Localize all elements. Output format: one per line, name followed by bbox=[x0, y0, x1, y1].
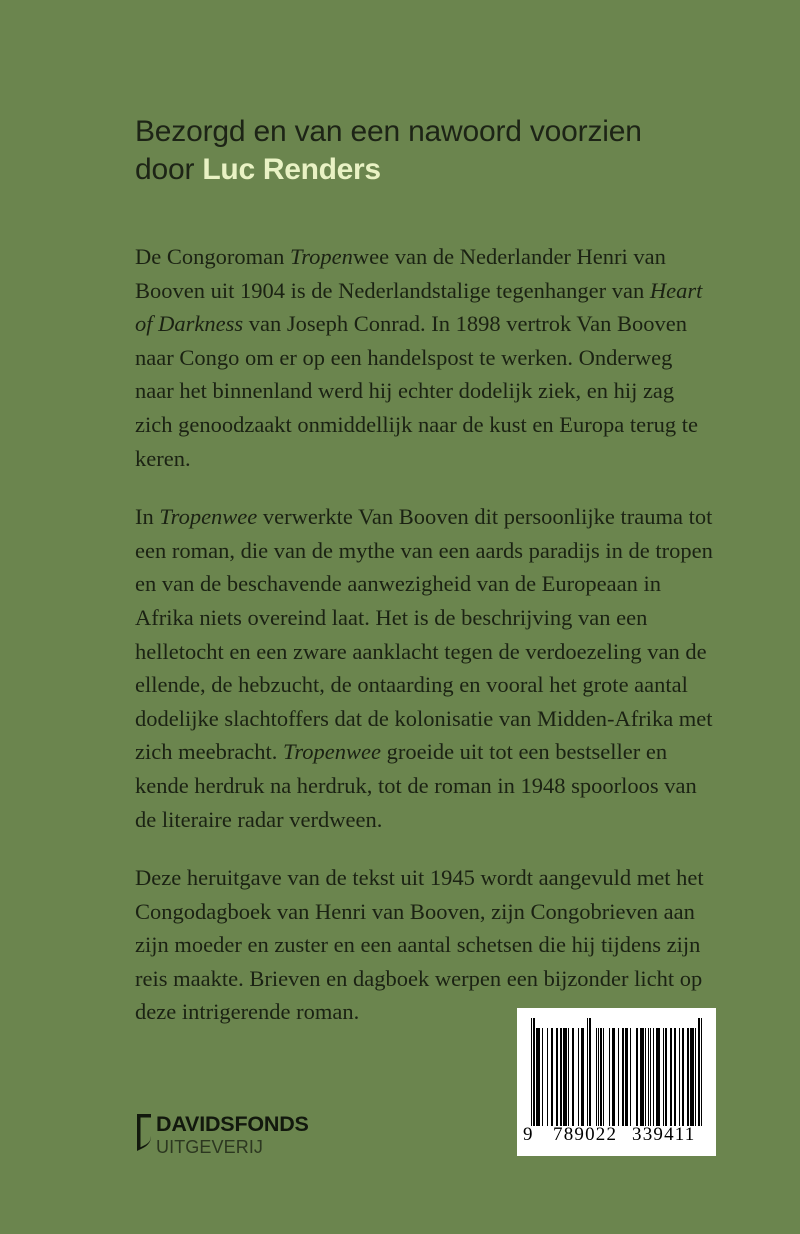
barcode-bar bbox=[690, 1028, 694, 1126]
barcode-bar bbox=[674, 1028, 676, 1126]
barcode-bar bbox=[682, 1028, 683, 1126]
barcode-bar bbox=[645, 1028, 646, 1126]
heading-line-two bbox=[135, 151, 695, 189]
barcode-left-group: 789022 bbox=[553, 1124, 618, 1145]
barcode-bar bbox=[568, 1028, 569, 1126]
barcode-bar bbox=[563, 1028, 567, 1126]
barcode-bar bbox=[622, 1028, 624, 1126]
barcode-bar bbox=[695, 1028, 696, 1126]
barcode-bar bbox=[578, 1028, 579, 1126]
barcode-bar bbox=[618, 1028, 619, 1126]
barcode-bar bbox=[701, 1018, 702, 1126]
barcode-bar bbox=[609, 1028, 610, 1126]
barcode-bar bbox=[603, 1028, 604, 1126]
blurb-run: van Joseph Conrad. In 1898 vertrok Van Booven naar Congo om er op een handelspost te werken. Onderweg naar het binnenland werd hij echter dodelijk ziek, en hij zag zich genoodzaakt onmiddellijk naar de kust en Europa terug te keren. bbox=[135, 311, 698, 471]
blurb-run: De Congoroman bbox=[135, 244, 290, 269]
blurb-paragraph bbox=[135, 861, 713, 1029]
barcode-bar bbox=[600, 1028, 601, 1126]
publisher-name-main: DAVIDSFONDS bbox=[156, 1112, 309, 1136]
barcode-bar bbox=[572, 1028, 574, 1126]
barcode-bar bbox=[630, 1028, 631, 1126]
barcode-bar bbox=[531, 1018, 532, 1126]
blurb-paragraph bbox=[135, 500, 713, 836]
barcode-bar bbox=[547, 1028, 548, 1126]
heading-line-one: Bezorgd en van een nawoord voorzien bbox=[135, 115, 642, 148]
barcode-bar bbox=[653, 1028, 654, 1126]
barcode-bar bbox=[665, 1028, 667, 1126]
barcode-bar bbox=[533, 1018, 534, 1126]
barcode-bar bbox=[589, 1018, 590, 1126]
barcode-bar bbox=[581, 1028, 585, 1126]
barcode-bar bbox=[625, 1028, 627, 1126]
barcode-bar bbox=[650, 1028, 651, 1126]
barcode-bar bbox=[536, 1028, 540, 1126]
barcode-bar bbox=[587, 1018, 588, 1126]
heading-door-prefix: door bbox=[135, 153, 203, 186]
barcode-bar bbox=[679, 1028, 680, 1126]
barcode-bar bbox=[636, 1028, 637, 1126]
barcode-panel bbox=[517, 1008, 716, 1156]
barcode-bar bbox=[596, 1028, 597, 1126]
cover-heading bbox=[135, 113, 695, 189]
blurb-run: In bbox=[135, 504, 160, 530]
blurb-run: groeide uit tot een bestseller en kende herdruk na herdruk, tot de roman in 1948 spoorloos van de literaire radar verdween. bbox=[135, 739, 697, 832]
barcode-bar bbox=[670, 1028, 672, 1126]
barcode-bar bbox=[698, 1018, 699, 1126]
heading-author-name: Luc Renders bbox=[202, 153, 381, 186]
barcode-bar bbox=[640, 1028, 644, 1126]
barcode-bar bbox=[663, 1028, 664, 1126]
publisher-name-sub: UITGEVERIJ bbox=[156, 1136, 264, 1157]
barcode-bar bbox=[556, 1028, 558, 1126]
barcode-right-group: 339411 bbox=[632, 1124, 696, 1145]
barcode-lead-digit: 9 bbox=[523, 1124, 534, 1145]
barcode-digits bbox=[517, 1122, 716, 1148]
barcode-bar bbox=[551, 1028, 553, 1126]
barcode-bar bbox=[656, 1028, 660, 1126]
blurb-run: Deze heruitgave van de tekst uit 1945 wordt aangevuld met het Congodagboek van Henri van Booven, zijn Congobrieven aan zijn moeder en zuster en een aantal schetsen die hij tijdens zijn reis maakte. Brieven en dagboek werpen een bijzonder licht op deze intrigerende roman. bbox=[135, 865, 704, 1025]
davidsfonds-flag-mark-icon bbox=[137, 1114, 153, 1152]
title-emphasis: Tropenwee bbox=[283, 739, 381, 765]
barcode-bar bbox=[612, 1028, 616, 1126]
title-emphasis: Heart of Darkness bbox=[135, 277, 703, 337]
publisher-wordmark bbox=[156, 1114, 309, 1156]
blurb-paragraph bbox=[135, 240, 713, 475]
barcode-bar bbox=[598, 1028, 599, 1126]
publisher-logo bbox=[137, 1114, 309, 1156]
barcode-bar bbox=[560, 1028, 562, 1126]
barcode-bar bbox=[648, 1028, 649, 1126]
blurb-run: wee van de Nederlander Henri van Booven uit 1904 is de Nederlandstalige tegenhanger van bbox=[135, 244, 666, 303]
title-emphasis: Tropenwee bbox=[159, 504, 258, 530]
barcode-bars bbox=[531, 1018, 703, 1126]
blurb-run: verwerkte Van Booven dit persoonlijke trauma tot een roman, die van de mythe van een aards paradijs in de tropen en van de beschavende aanwezigheid van de Europeaan in Afrika niets overeind laat. Het is de beschrijving van een helletocht en een zware aanklacht tegen de verdoezeling van de ellende, de hebzucht, de ontaarding en vooral het grote aantal dodelijke slachtoffers dat de kolonisatie van Midden-Afrika met zich meebracht. bbox=[135, 504, 713, 765]
barcode-bar bbox=[687, 1028, 688, 1126]
title-emphasis: Tropen bbox=[289, 244, 353, 269]
blurb-text bbox=[135, 240, 713, 1029]
barcode-bar bbox=[542, 1028, 543, 1126]
